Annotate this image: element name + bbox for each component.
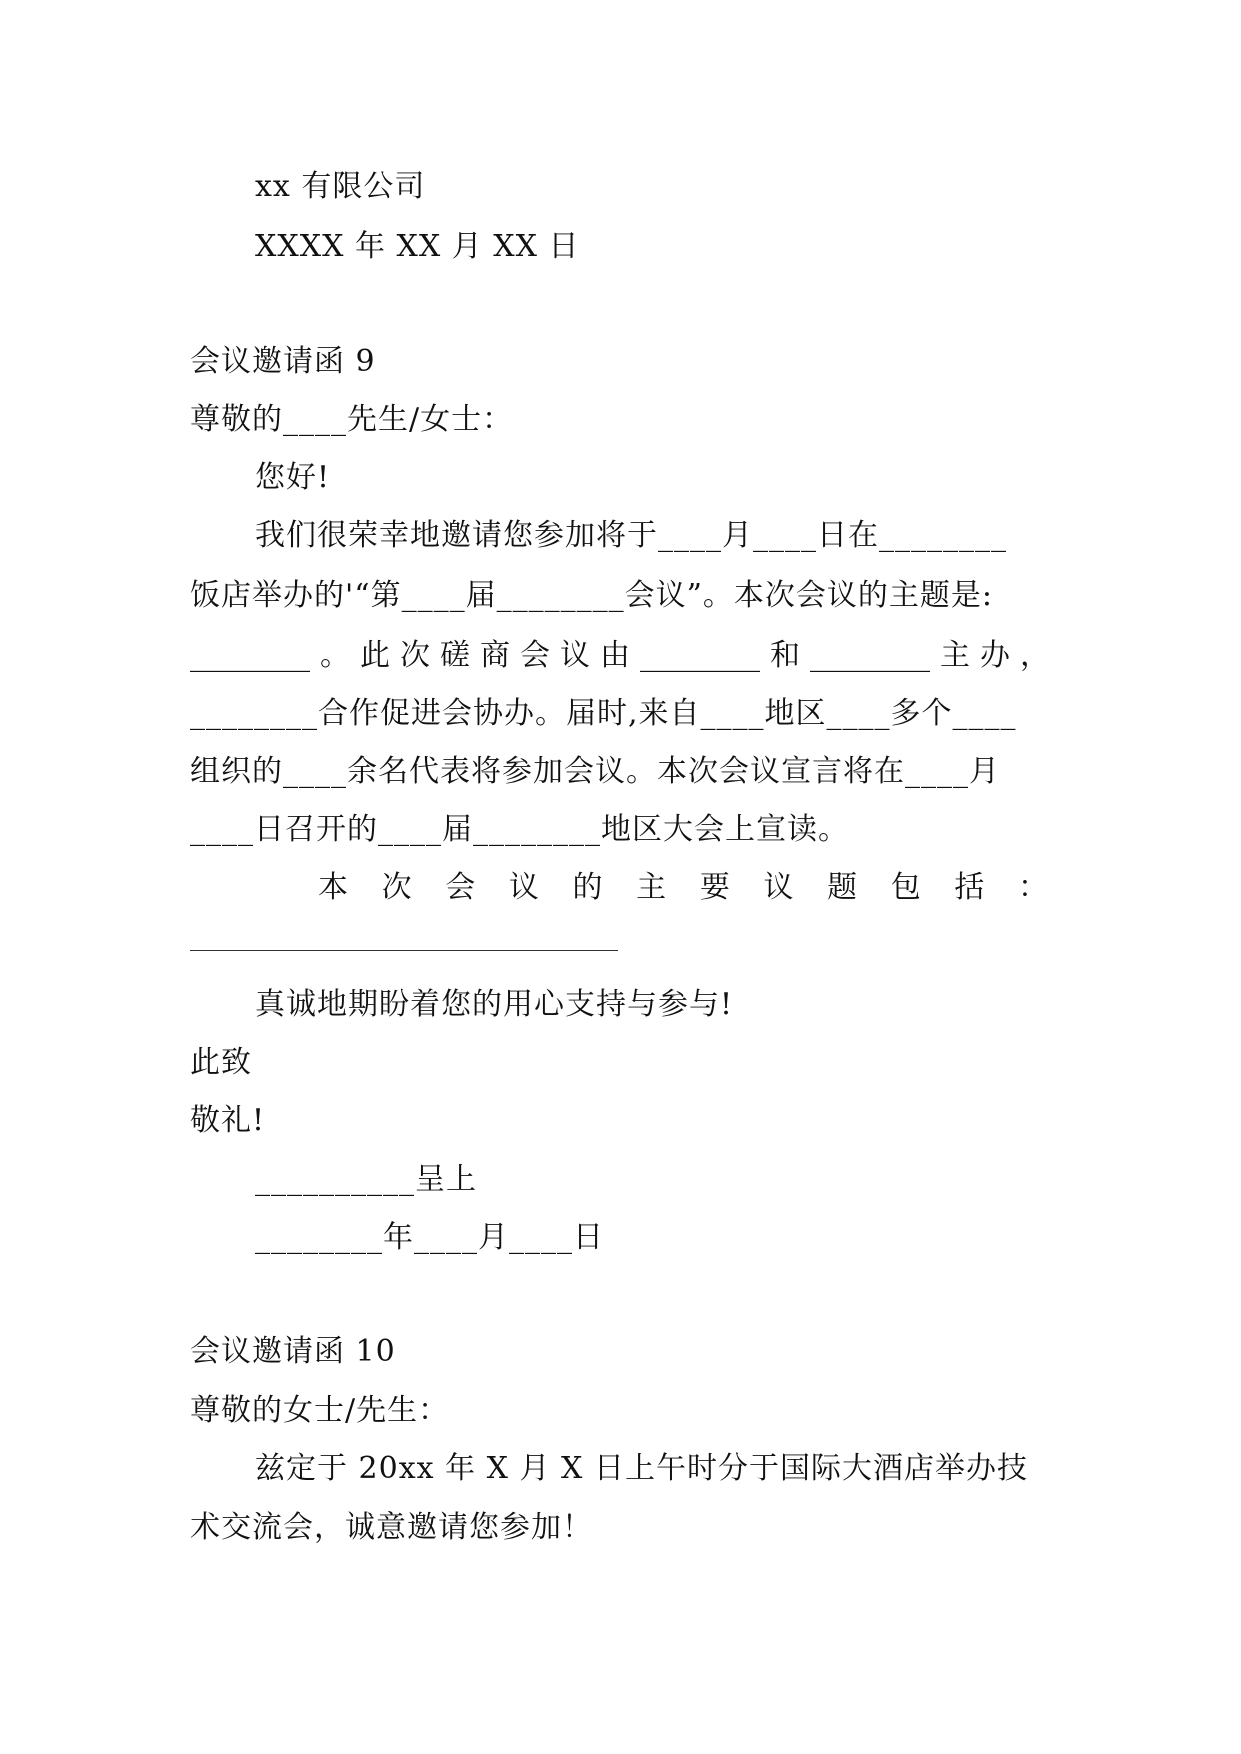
- invitation-9-body-line: ________。此次磋商会议由________和________主办，: [190, 638, 1050, 673]
- invitation-9-body-line: 我们很荣幸地邀请您参加将于____月____日在________: [255, 518, 1007, 553]
- invitation-9-topics-line: 本 次 会 议 的 主 要 议 题 包 括 ：: [318, 870, 1048, 905]
- invitation-9-body-line: 组织的____余名代表将参加会议。本次会议宣言将在____月: [190, 754, 1000, 789]
- invitation-9-body-line: 饭店举办的'“第____届________会议”。本次会议的主题是:: [190, 578, 994, 613]
- invitation-9-regards-2: 敬礼!: [190, 1103, 266, 1138]
- invitation-9-greeting: 您好!: [255, 460, 331, 495]
- invitation-9-signature: __________呈上: [255, 1162, 477, 1197]
- invitation-10-salutation: 尊敬的女士/先生：: [190, 1393, 450, 1428]
- invitation-9-date-line: ________年____月____日: [255, 1220, 604, 1255]
- company-date: XXXX 年 XX 月 XX 日: [255, 229, 580, 264]
- invitation-10-title: 会议邀请函 10: [190, 1334, 396, 1369]
- invitation-9-regards-1: 此致: [190, 1045, 252, 1080]
- invitation-9-body-line: ________合作促进会协办。届时,来自____地区____多个____: [190, 696, 1017, 731]
- invitation-9-salutation: 尊敬的____先生/女士：: [190, 402, 514, 437]
- invitation-10-body-line: 术交流会，诚意邀请您参加！: [190, 1510, 593, 1545]
- company-name: xx 有限公司: [255, 169, 426, 204]
- topics-blank-rule: [190, 950, 618, 951]
- invitation-9-title: 会议邀请函 9: [190, 344, 376, 379]
- invitation-10-body-line: 兹定于 20xx 年 X 月 X 日上午时分于国际大酒店举办技: [255, 1451, 1028, 1486]
- invitation-9-body-line: ____日召开的____届________地区大会上宣读。: [190, 812, 849, 847]
- invitation-9-closing-wish: 真诚地期盼着您的用心支持与参与!: [255, 987, 734, 1022]
